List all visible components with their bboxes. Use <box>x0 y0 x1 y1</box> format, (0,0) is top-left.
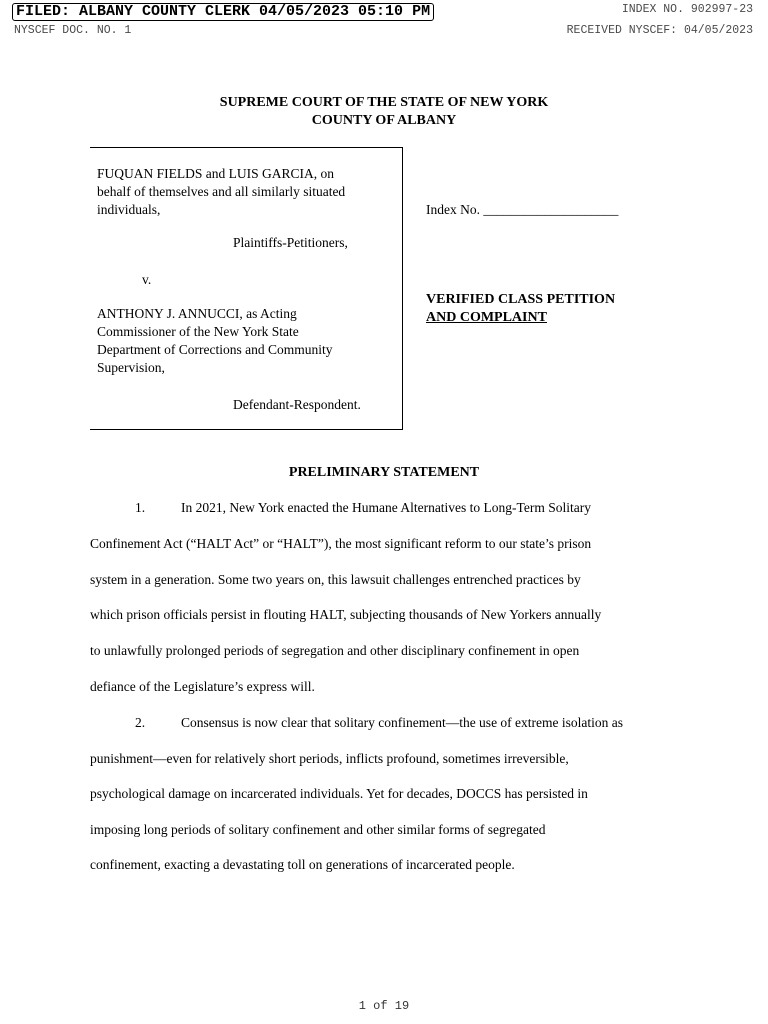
section-heading: PRELIMINARY STATEMENT <box>288 465 480 480</box>
plaintiffs-line-3: individuals, <box>97 202 161 217</box>
defendant-role: Defendant-Respondent. <box>233 397 361 412</box>
paragraph-2-line-2: punishment—even for relatively short periods, inflicts profound, sometimes irreversible, <box>90 751 569 766</box>
paragraph-2-line-1: Consensus is now clear that solitary confinement—the use of extreme isolation as <box>181 715 624 730</box>
county-name: COUNTY OF ALBANY <box>311 113 457 128</box>
paragraph-2-number: 2. <box>135 715 146 730</box>
paragraph-1-number: 1. <box>135 500 146 515</box>
defendant-line-4: Supervision, <box>97 360 165 375</box>
defendant-line-3: Department of Corrections and Community <box>97 342 333 357</box>
defendant-line-1: ANTHONY J. ANNUCCI, as Acting <box>97 306 297 321</box>
plaintiffs-line-2: behalf of themselves and all similarly situated <box>97 184 346 199</box>
versus: v. <box>142 272 152 287</box>
page-number: 1 of 19 <box>358 999 410 1013</box>
index-number: INDEX NO. 902997-23 <box>621 3 753 16</box>
paragraph-1-line-5: to unlawfully prolonged periods of segregation and other disciplinary confinement in open <box>90 643 580 658</box>
paragraph-2-line-5: confinement, exacting a devastating toll on generations of incarcerated people. <box>90 857 515 872</box>
paragraph-1-line-3: system in a generation. Some two years on, this lawsuit challenges entrenched practices by <box>90 572 581 587</box>
nyscef-doc-number: NYSCEF DOC. NO. 1 <box>14 24 132 37</box>
paragraph-1-line-1: In 2021, New York enacted the Humane Alternatives to Long-Term Solitary <box>181 500 591 515</box>
petition-title-line-2: AND COMPLAINT <box>426 310 547 325</box>
paragraph-1-line-4: which prison officials persist in flouting HALT, subjecting thousands of New Yorkers annually <box>90 607 602 622</box>
received-date: RECEIVED NYSCEF: 04/05/2023 <box>566 24 753 37</box>
filed-stamp: FILED: ALBANY COUNTY CLERK 04/05/2023 05:10 PM <box>12 3 434 21</box>
plaintiffs-role: Plaintiffs-Petitioners, <box>233 235 348 250</box>
court-name: SUPREME COURT OF THE STATE OF NEW YORK <box>219 95 549 110</box>
paragraph-2-line-3: psychological damage on incarcerated individuals. Yet for decades, DOCCS has persisted in <box>90 786 588 801</box>
paragraph-1-line-2: Confinement Act (“HALT Act” or “HALT”), the most significant reform to our state’s prison <box>90 536 592 551</box>
plaintiffs-line-1: FUQUAN FIELDS and LUIS GARCIA, on <box>97 166 335 181</box>
paragraph-1-line-6: defiance of the Legislature’s express will. <box>90 679 315 694</box>
index-number-field: Index No. ____________________ <box>426 202 619 217</box>
defendant-line-2: Commissioner of the New York State <box>97 324 299 339</box>
paragraph-2-line-4: imposing long periods of solitary confinement and other similar forms of segregated <box>90 822 546 837</box>
petition-title-line-1: VERIFIED CLASS PETITION <box>426 292 616 307</box>
